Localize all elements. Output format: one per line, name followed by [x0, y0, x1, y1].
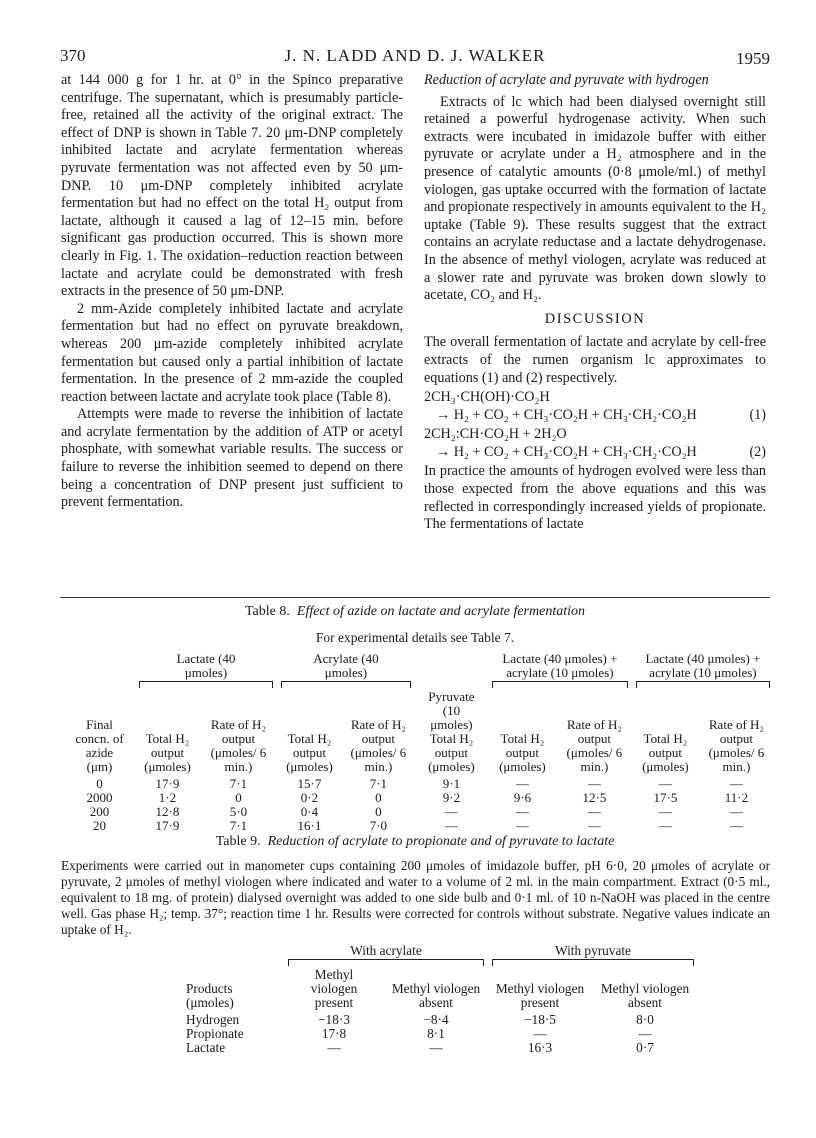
table-cell: —	[587, 776, 601, 791]
table-cell: 20	[93, 818, 106, 833]
table-cell: 1·2	[158, 790, 177, 805]
table-cell: —	[429, 1040, 443, 1055]
table-cell: 9·1	[442, 776, 461, 791]
equation-1: 2CH₃·CH(OH)·CO₂H → H₂ + CO₂ + CH₃·CO₂H + CH₃·CH₂·CO₂H (1)	[424, 389, 766, 423]
group-header: With acrylate	[350, 943, 422, 958]
table-row	[64, 791, 774, 805]
table-row	[178, 1041, 698, 1055]
table-cell: 9·6	[513, 790, 532, 805]
table-cell: —	[658, 776, 672, 791]
table-cell: 16·1	[297, 818, 322, 833]
column-header: Total H₂ output (μmoles)	[144, 731, 191, 774]
table9	[178, 944, 698, 1055]
table9-description: Experiments were carried out in manometer cups containing 200 μmoles of imidazole buffer, pH 6·0, 20 μmoles of acrylate or pyruvate, 2 μmoles of methyl viologen where indicated and water to a volume of 2 ml. in the main compartment. Extract (0·5 ml., equivalent to 18 mg. of protein) dialysed overnight was added to one side bulb and 0·1 ml. of 10 n-NaOH was placed in the centre well. Gas phase H₂; temp. 37°; reaction time 1 hr. Results were corrected for controls without substrate. Negative values indicate an uptake of H₂.	[61, 858, 770, 937]
column-header: Methyl viologen absent	[600, 981, 690, 1010]
table-cell: —	[658, 804, 672, 819]
table-cell: 17·9	[155, 776, 180, 791]
table-row	[178, 1027, 698, 1041]
table-row	[64, 774, 774, 791]
table-cell: −18·3	[318, 1012, 350, 1027]
paragraph: Attempts were made to reverse the inhibition of lactate and acrylate fermentation by the addition of ATP or acetyl phosphate, with somewhat variable results. The success or failure to reverse the inhibition seemed to depend on there being a concentration of DNP present just sufficient to prevent fermentation.	[61, 406, 403, 511]
table-cell: 200	[89, 804, 110, 819]
table-cell: 9·2	[442, 790, 461, 805]
table-cell: 7·1	[229, 776, 248, 791]
table-cell: —	[658, 818, 672, 833]
table-cell: 8·0	[636, 1012, 654, 1027]
table-cell: −8·4	[423, 1012, 449, 1027]
column-header: Products (μmoles)	[186, 981, 234, 1010]
column-header: Total H₂ output (μmoles)	[642, 731, 689, 774]
table-cell: 7·0	[369, 818, 388, 833]
table-cell: 12·5	[582, 790, 607, 805]
left-column	[61, 72, 403, 512]
column-header: Total H₂ output (μmoles)	[428, 731, 475, 774]
table-cell: —	[533, 1026, 547, 1041]
table9-caption: Table 9. Reduction of acrylate to propionate and of pyruvate to lactate	[215, 834, 615, 849]
table-cell: 2000	[86, 790, 113, 805]
table-cell: 5·0	[229, 804, 248, 819]
equation-number: (2)	[749, 443, 766, 460]
table8	[64, 652, 774, 833]
paragraph: In practice the amounts of hydrogen evolved were less than those expected from the above equations and this was reflected in correspondingly increased yields of propionate. The fermentations of lactate	[424, 463, 766, 533]
column-header: Total H₂ output (μmoles)	[499, 731, 546, 774]
table8-note: For experimental details see Table 7.	[315, 630, 515, 645]
table-cell: 16·3	[527, 1040, 553, 1055]
table-cell: 17·8	[321, 1026, 347, 1041]
table-cell: —	[515, 804, 529, 819]
column-header: Rate of H₂ output (μmoles/ 6 min.)	[566, 717, 623, 774]
group-header: With pyruvate	[555, 943, 631, 958]
table-cell: 17·9	[155, 818, 180, 833]
table8-caption: Table 8. Effect of azide on lactate and acrylate fermentation	[244, 604, 585, 619]
table-cell: 0·2	[300, 790, 319, 805]
column-header: Methyl viologen present	[310, 967, 358, 1010]
table-cell: 7·1	[369, 776, 388, 791]
column-header: Methyl viologen absent	[391, 981, 481, 1010]
group-header: Lactate (40 μmoles) + acrylate (10 μmoles)	[502, 651, 618, 680]
paragraph: at 144 000 g for 1 hr. at 0° in the Spinco preparative centrifuge. The supernatant, which is presumably particle-free, retained all the activity of the original extract. The effect of DNP is shown in Table 7. 20 μm-DNP completely inhibited lactate and acrylate fermentation whereas pyruvate fermentation was not affected even by 50 μm-DNP. 10 μm-DNP completely inhibited acrylate fermentation but had no effect on the total H₂ output from lactate, although it caused a lag of 12–15 min. before significant gas production occurred. This is shown more clearly in Fig. 1. The oxidation–reduction reaction between lactate and acrylate could be demonstrated with fresh extracts in the presence of 50 μm-DNP.	[61, 72, 403, 300]
table-cell: —	[327, 1040, 341, 1055]
discussion-heading: DISCUSSION	[544, 310, 646, 327]
table-cell: —	[515, 818, 529, 833]
equation-number: (1)	[749, 406, 766, 423]
table-cell: Hydrogen	[186, 1012, 240, 1027]
table-cell: —	[638, 1026, 652, 1041]
column-header: Rate of H₂ output (μmoles/ 6 min.)	[350, 717, 407, 774]
table-cell: —	[729, 804, 743, 819]
table-cell: −18·5	[524, 1012, 556, 1027]
right-column	[424, 72, 766, 534]
table-cell: 0	[375, 804, 382, 819]
table-row	[64, 805, 774, 819]
section-heading: Reduction of acrylate and pyruvate with hydrogen	[424, 72, 709, 88]
table-cell: 0	[96, 776, 103, 791]
column-header: Methyl viologen present	[495, 981, 585, 1010]
table-cell: —	[587, 818, 601, 833]
table-cell: —	[444, 818, 458, 833]
table-cell: —	[729, 776, 743, 791]
year: 1959	[736, 49, 770, 68]
table-cell: 15·7	[297, 776, 322, 791]
column-header: Rate of H₂ output (μmoles/ 6 min.)	[210, 717, 267, 774]
paragraph: 2 mm-Azide completely inhibited lactate and acrylate fermentation but had no effect on pyruvate breakdown, whereas 200 μm-azide completely inhibited acrylate fermentation but caused only a partial inhibition of lactate fermentation. In the presence of 2 mm-azide the coupled reaction between lactate and acrylate took place (Table 8).	[61, 300, 403, 405]
column-header: Total H₂ output (μmoles)	[286, 731, 333, 774]
group-header: Acrylate (40 μmoles)	[313, 651, 379, 680]
table-cell: —	[444, 804, 458, 819]
table-cell: —	[729, 818, 743, 833]
table-cell: 0·7	[636, 1040, 654, 1055]
paragraph: The overall fermentation of lactate and acrylate by cell-free extracts of the rumen organism lc approximates to equations (1) and (2) respectively.	[424, 334, 766, 386]
table-cell: Propionate	[186, 1026, 244, 1041]
column-header: Final concn. of azide (μm)	[75, 717, 124, 774]
table-cell: —	[515, 776, 529, 791]
table-row	[64, 819, 774, 833]
divider	[60, 597, 770, 598]
page-number: 370	[60, 46, 86, 65]
table-row	[178, 1010, 698, 1027]
table-cell: 8·1	[427, 1026, 445, 1041]
table-cell: 11·2	[724, 790, 749, 805]
running-title: J. N. LADD AND D. J. WALKER	[284, 46, 546, 65]
table-cell: 0	[375, 790, 382, 805]
group-header: Lactate (40 μmoles)	[176, 651, 236, 680]
equation-2: 2CH₂:CH·CO₂H + 2H₂O → H₂ + CO₂ + CH₃·CO₂H + CH₃·CH₂·CO₂H (2)	[424, 426, 766, 460]
table-cell: —	[587, 804, 601, 819]
table-cell: 0·4	[300, 804, 319, 819]
column-header: Rate of H₂ output (μmoles/ 6 min.)	[708, 717, 765, 774]
table-cell: 7·1	[229, 818, 248, 833]
table-cell: Lactate	[186, 1040, 226, 1055]
paragraph: Extracts of lc which had been dialysed overnight still retained a powerful hydrogenase activity. When such extracts were incubated in imidazole buffer with either pyruvate or acrylate under a H₂ atmosphere and in the presence of catalytic amounts (0·8 μmole/ml.) of methyl viologen, gas uptake occurred with the formation of lactate and propionate respectively in amounts equivalent to the H₂ uptake (Table 9). These results suggest that the extract contains an acrylate reductase and a lactate dehydrogenase. In the absence of methyl viologen, acrylate was reduced at a slower rate and pyruvate was broken down slowly to acetate, CO₂ and H₂.	[424, 93, 766, 304]
page-header	[60, 46, 770, 70]
column-header: Pyruvate (10 μmoles)	[428, 689, 475, 732]
table-cell: 17·5	[653, 790, 678, 805]
group-header: Lactate (40 μmoles) + acrylate (10 μmoles)	[645, 651, 761, 680]
table-cell: 0	[235, 790, 242, 805]
table-cell: 12·8	[155, 804, 180, 819]
